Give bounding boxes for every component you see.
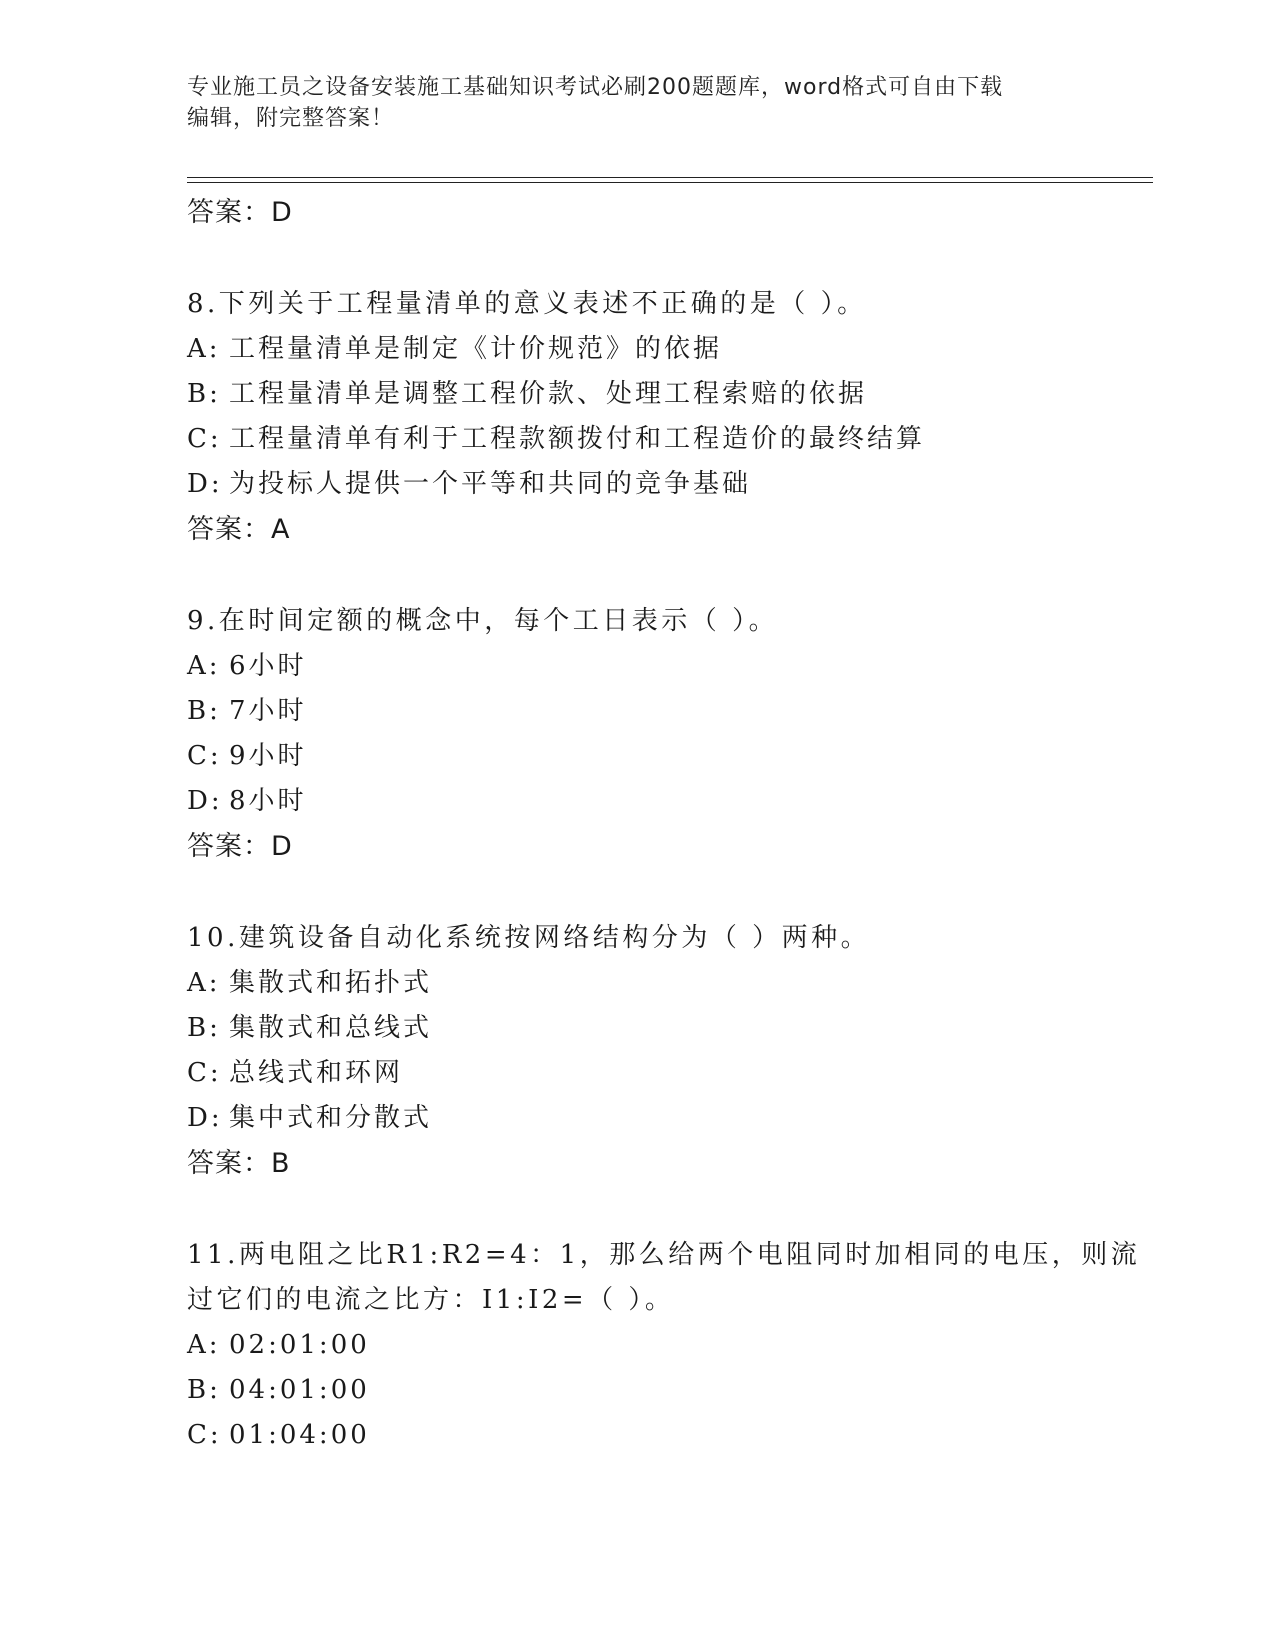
option-text: 工程量清单有利于工程款额拨付和工程造价的最终结算 [229, 424, 926, 454]
option-key: A: [187, 334, 221, 364]
question-stem: 9.在时间定额的概念中，每个工日表示（ ）。 [187, 606, 779, 636]
question-stem: 10.建筑设备自动化系统按网络结构分为（ ）两种。 [187, 923, 871, 953]
question-gap [187, 1186, 1147, 1233]
option-key: B: [187, 1375, 221, 1405]
option-text: 6小时 [229, 651, 307, 681]
option-text: 9小时 [229, 741, 307, 771]
option-key: D: [187, 1103, 223, 1133]
option-text: 总线式和环网 [229, 1058, 404, 1088]
option-text: 7小时 [229, 696, 307, 726]
option-key: A: [187, 651, 221, 681]
option-c [187, 1051, 1147, 1096]
answer-line: 答案：D [187, 831, 293, 862]
answer-line: 答案：D [187, 197, 293, 228]
option-text: 集中式和分散式 [229, 1103, 433, 1133]
option-key: B: [187, 1013, 221, 1043]
option-d [187, 779, 1147, 824]
option-text: 02:01:00 [229, 1330, 370, 1360]
option-key: C: [187, 741, 222, 771]
question-stem-continued: 过它们的电流之比方：I1:I2=（ ）。 [187, 1285, 675, 1315]
question-gap [187, 869, 1147, 916]
option-c [187, 417, 1147, 462]
option-d [187, 1096, 1147, 1141]
question-gap [187, 552, 1147, 599]
option-key: D: [187, 469, 223, 499]
option-text: 集散式和总线式 [229, 1013, 433, 1043]
option-key: B: [187, 379, 221, 409]
option-text: 工程量清单是调整工程价款、处理工程索赔的依据 [229, 379, 868, 409]
option-a [187, 1323, 1147, 1368]
question-gap [187, 235, 1147, 282]
question-block [187, 282, 1147, 552]
question-block [187, 599, 1147, 869]
option-c [187, 734, 1147, 779]
option-a [187, 961, 1147, 1006]
question-list [187, 190, 1147, 1458]
option-b [187, 372, 1147, 417]
question-block [187, 1233, 1147, 1458]
option-text: 04:01:00 [229, 1375, 370, 1405]
option-text: 01:04:00 [229, 1420, 370, 1450]
option-a [187, 327, 1147, 372]
option-key: A: [187, 1330, 221, 1360]
option-d [187, 462, 1147, 507]
option-key: C: [187, 1420, 222, 1450]
question-stem: 11.两电阻之比R1:R2=4：1，那么给两个电阻同时加相同的电压，则流 [187, 1240, 1141, 1270]
header-divider-bottom [187, 182, 1153, 183]
option-key: D: [187, 786, 223, 816]
option-key: A: [187, 968, 221, 998]
option-key: C: [187, 424, 222, 454]
option-c [187, 1413, 1147, 1458]
option-b [187, 1368, 1147, 1413]
header-title-line-1: 专业施工员之设备安装施工基础知识考试必刷200题题库，word格式可自由下载 [187, 75, 1004, 100]
option-key: B: [187, 696, 221, 726]
option-text: 工程量清单是制定《计价规范》的依据 [229, 334, 723, 364]
option-text: 集散式和拓扑式 [229, 968, 433, 998]
question-block [187, 916, 1147, 1186]
header-divider-top [187, 177, 1153, 178]
option-text: 为投标人提供一个平等和共同的竞争基础 [229, 469, 752, 499]
document-header [187, 72, 1067, 134]
header-title-line-2: 编辑，附完整答案！ [187, 106, 395, 131]
option-b [187, 1006, 1147, 1051]
question-stem: 8.下列关于工程量清单的意义表述不正确的是（ ）。 [187, 289, 867, 319]
option-b [187, 689, 1147, 734]
answer-line: 答案：B [187, 1148, 291, 1179]
option-key: C: [187, 1058, 222, 1088]
answer-line: 答案：A [187, 514, 291, 545]
option-text: 8小时 [229, 786, 307, 816]
option-a [187, 644, 1147, 689]
